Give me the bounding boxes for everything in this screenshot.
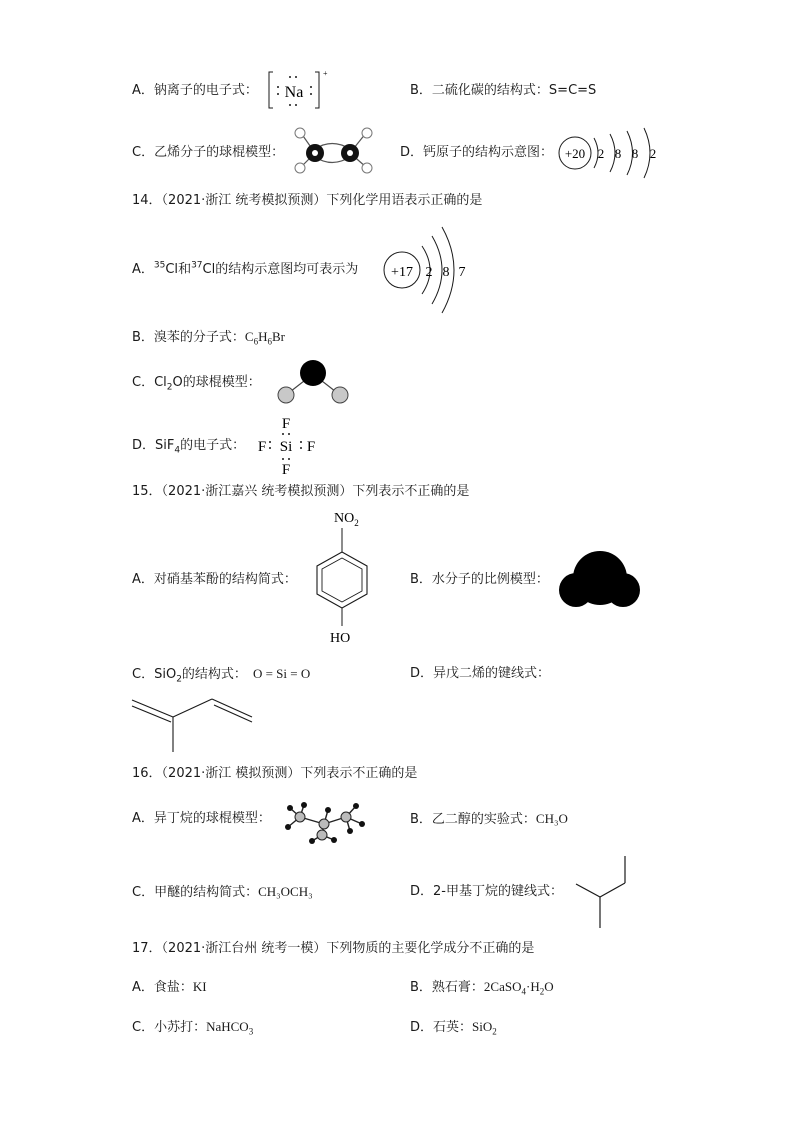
calcium-shell-1: 2 [597, 146, 605, 161]
q16-option-d [410, 883, 563, 901]
cl35-mass-number: 35 [153, 260, 166, 271]
q14-option-d-prefix: D． [132, 438, 156, 453]
q16-option-d-label: D．2-甲基丁烷的键线式： [410, 884, 563, 899]
q14-stem: 14．（2021·浙江 统考模拟预测）下列化学用语表示正确的是 [132, 193, 483, 208]
sif4-formula: SiF [155, 438, 175, 453]
sif4-electron-formula [254, 412, 320, 476]
sio2-formula: SiO [154, 667, 177, 682]
q16-option-c [132, 883, 313, 902]
cl2o-formula-cl: Cl [154, 375, 167, 390]
quartz-formula-sub: 2 [492, 1026, 497, 1037]
q14-option-b-label: B．溴苯的分子式： [132, 330, 245, 345]
calcium-shell-2: 8 [614, 146, 622, 161]
q14-option-c-tail: 的球棍模型： [182, 375, 261, 390]
q15-option-c-tail: 的结构式： [181, 667, 247, 682]
dimethyl-ether-formula: CH₃OCH₃ [258, 884, 313, 899]
bromobenzene-formula-h: H [258, 329, 268, 344]
q17-option-a-label: A．食盐： [132, 980, 193, 995]
q13-option-d [400, 144, 553, 162]
q14-option-d-tail: 的电子式： [180, 438, 246, 453]
q14-option-d [132, 437, 245, 455]
q15-option-c [132, 665, 310, 684]
calcium-shell-4: 2 [649, 146, 657, 161]
chlorine-nucleus-label: +17 [391, 265, 413, 280]
cl35-symbol: Cl [165, 262, 179, 277]
q13-option-a-label: A．钠离子的电子式： [132, 83, 258, 98]
q16-option-a [132, 810, 271, 828]
q14-option-a-prefix: A． [132, 262, 154, 277]
q14-option-c [132, 374, 261, 392]
cl2o-formula-sub: 2 [166, 382, 173, 393]
sif4-fluorine-left: F [257, 439, 267, 455]
q15-stem: 15．（2021·浙江嘉兴 统考模拟预测）下列表示不正确的是 [132, 484, 470, 499]
bromobenzene-formula-br: Br [271, 329, 285, 344]
sodium-symbol: Na [284, 84, 304, 101]
q13-option-b-label: B．二硫化碳的结构式： [410, 83, 549, 98]
nitro-group-label: $NO_2$ [334, 511, 359, 528]
quartz-formula: SiO [472, 1019, 493, 1034]
q14-option-b [132, 328, 285, 347]
q13-option-d-label: D．钙原子的结构示意图： [400, 145, 554, 160]
sodium-ion-electron-formula [266, 68, 330, 114]
sif4-silicon: Si [279, 439, 293, 455]
baking-soda-formula-sub: 3 [248, 1026, 254, 1037]
sio2-structural-formula: O = Si = O [252, 666, 311, 681]
q13-option-c [132, 144, 284, 162]
hydroxyl-label: HO [330, 631, 351, 646]
table-salt-formula: KI [192, 979, 207, 994]
q13-option-c-label: C．乙烯分子的球棍模型： [132, 145, 285, 160]
sio2-formula-sub: 2 [176, 674, 182, 685]
q15-option-a [132, 571, 297, 589]
cl2o-formula-o: O [172, 375, 183, 390]
gypsum-formula-o: O [544, 979, 554, 994]
q15-option-d [410, 665, 550, 683]
isoprene-skeletal-formula [128, 690, 260, 756]
q14-option-a-and: 和 [178, 262, 192, 277]
q17-option-d-label: D．石英： [410, 1020, 473, 1035]
ethylene-ball-stick-model [288, 124, 378, 176]
chlorine-shell-2: 8 [442, 265, 450, 280]
q14-option-a-tail: 的结构示意图均可表示为 [215, 262, 359, 277]
bromobenzene-formula-c-sub: 6 [253, 336, 259, 347]
calcium-shell-3: 8 [631, 146, 639, 161]
sif4-fluorine-right: F [306, 439, 316, 455]
q16-option-c-label: C．甲醚的结构简式： [132, 885, 259, 900]
q17-option-d [410, 1018, 497, 1037]
q13-option-b [410, 82, 596, 100]
q17-option-b-label: B．熟石膏： [410, 980, 484, 995]
water-space-filling-model [556, 548, 644, 612]
q16-stem: 16．（2021·浙江 模拟预测）下列表示不正确的是 [132, 766, 418, 781]
q17-option-b [410, 978, 554, 997]
sodium-charge: + [323, 69, 328, 78]
q15-option-b [410, 571, 549, 589]
q14-option-a [132, 261, 358, 279]
q15-option-b-label: B．水分子的比例模型： [410, 572, 549, 587]
gypsum-formula-sub-4: 4 [521, 986, 526, 997]
sif4-fluorine-bottom: F [281, 462, 291, 478]
q16-option-a-label: A．异丁烷的球棍模型： [132, 811, 271, 826]
baking-soda-formula: NaHCO [206, 1019, 249, 1034]
sif4-fluorine-top: F [281, 416, 291, 432]
q15-option-d-label: D．异戊二烯的键线式： [410, 666, 551, 681]
q17-option-a [132, 978, 207, 997]
cl2o-ball-stick-model [270, 358, 354, 406]
q16-option-b-label: B．乙二醇的实验式： [410, 812, 536, 827]
gypsum-formula-sub-2: 2 [539, 986, 545, 997]
q17-stem: 17．（2021·浙江台州 统考一模）下列物质的主要化学成分不正确的是 [132, 941, 535, 956]
q17-option-c [132, 1018, 253, 1037]
cl37-symbol: Cl [202, 262, 216, 277]
q16-option-b [410, 810, 568, 829]
q14-option-c-prefix: C． [132, 375, 155, 390]
bromobenzene-formula-c: C [244, 329, 254, 344]
q17-option-c-label: C．小苏打： [132, 1020, 207, 1035]
q13-option-a [132, 82, 258, 100]
q15-option-c-prefix: C． [132, 667, 155, 682]
ethylene-glycol-empirical-formula: CH₃O [535, 811, 568, 826]
p-nitrophenol-structure [308, 508, 380, 648]
isobutane-ball-stick-model [282, 800, 374, 844]
cl37-mass-number: 37 [191, 260, 203, 271]
cs2-formula: S=C=S [548, 83, 597, 98]
chlorine-atom-structure-diagram [382, 224, 468, 316]
sif4-formula-sub: 4 [174, 445, 181, 456]
bromobenzene-formula-h-sub: 6 [267, 336, 272, 347]
gypsum-formula-h: ·H [525, 979, 540, 994]
q15-option-a-label: A．对硝基苯酚的结构简式： [132, 572, 297, 587]
chlorine-shell-3: 7 [458, 265, 466, 280]
calcium-nucleus-label: +20 [564, 146, 586, 161]
calcium-atom-structure-diagram [558, 124, 662, 184]
chlorine-shell-1: 2 [425, 265, 433, 280]
gypsum-formula-caso: 2CaSO [483, 979, 522, 994]
2-methylbutane-skeletal-formula [570, 852, 640, 932]
